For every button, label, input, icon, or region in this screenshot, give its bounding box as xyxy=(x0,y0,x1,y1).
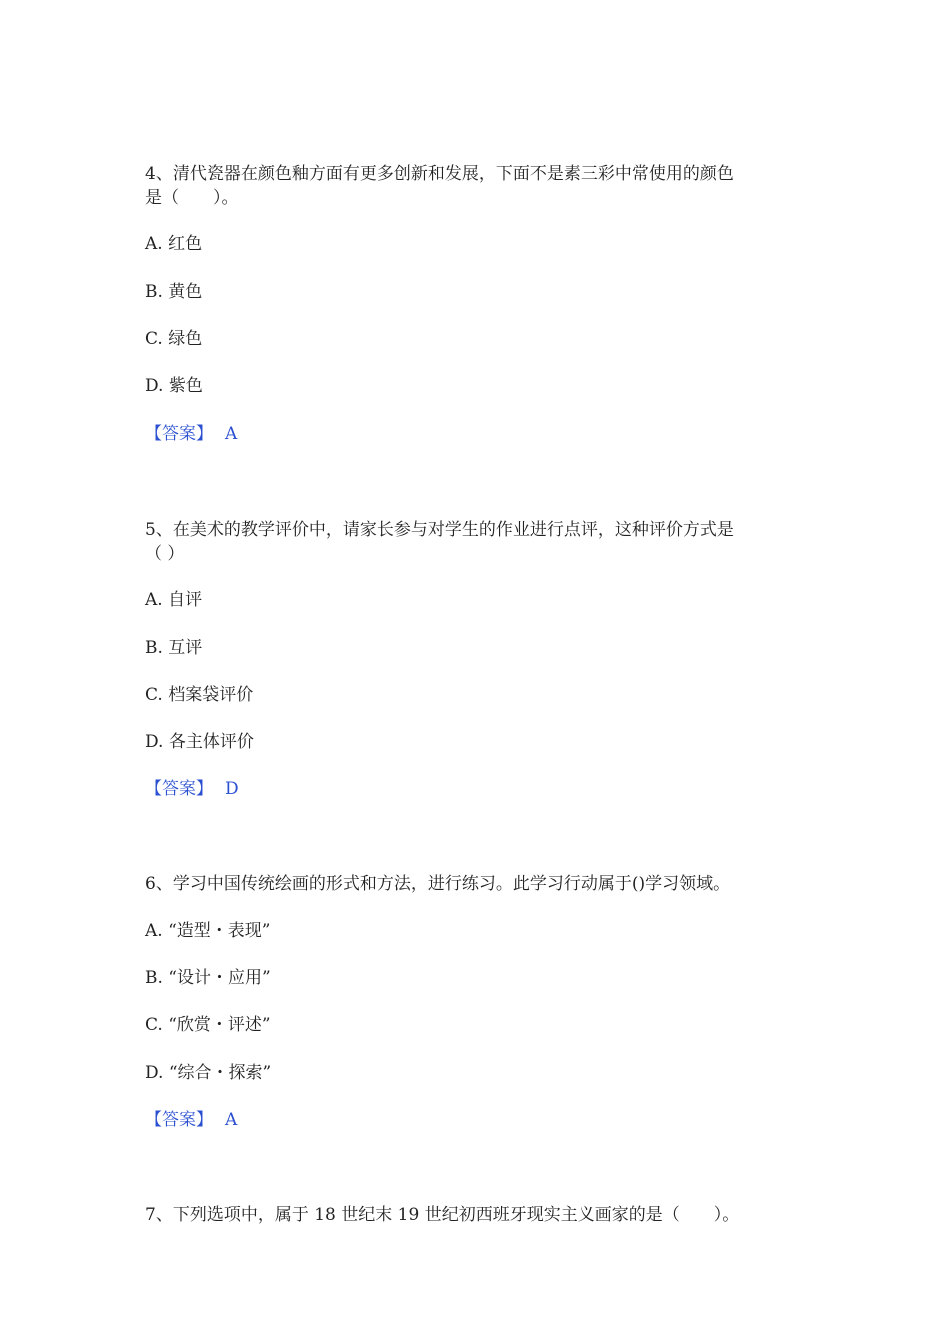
question-6-option-b: B. “设计・应用” xyxy=(145,968,271,988)
question-5-option-a: A. 自评 xyxy=(145,590,203,610)
answer-label: 【答案】 xyxy=(145,424,213,444)
question-5-stem-line-2: （ ） xyxy=(145,544,185,564)
question-4-stem-line-1: 4、清代瓷器在颜色釉方面有更多创新和发展，下面不是素三彩中常使用的颜色 xyxy=(145,164,734,184)
question-4-answer xyxy=(145,422,237,446)
answer-label: 【答案】 xyxy=(145,779,213,799)
question-4-stem-line-2: 是（ ）。 xyxy=(145,188,239,208)
answer-label: 【答案】 xyxy=(145,1110,213,1130)
question-7-stem-line-1: 7、下列选项中，属于 18 世纪末 19 世纪初西班牙现实主义画家的是（ ）。 xyxy=(145,1205,740,1225)
question-5-option-b: B. 互评 xyxy=(145,638,203,658)
question-4-option-c: C. 绿色 xyxy=(145,329,203,349)
question-6-answer xyxy=(145,1108,237,1132)
question-4-option-a: A. 红色 xyxy=(145,234,203,254)
question-6-option-d: D. “综合・探索” xyxy=(145,1063,272,1083)
question-6-option-c: C. “欣赏・评述” xyxy=(145,1015,271,1035)
question-6-stem-line-1: 6、学习中国传统绘画的形式和方法，进行练习。此学习行动属于()学习领域。 xyxy=(145,874,731,894)
question-6-option-a: A. “造型・表现” xyxy=(145,921,271,941)
question-4-option-d: D. 紫色 xyxy=(145,376,203,396)
question-5-option-c: C. 档案袋评价 xyxy=(145,685,254,705)
answer-value: A xyxy=(225,424,238,444)
question-5-answer xyxy=(145,777,239,801)
question-4-option-b: B. 黄色 xyxy=(145,282,203,302)
answer-value: D xyxy=(225,779,239,799)
question-5-stem-line-1: 5、在美术的教学评价中，请家长参与对学生的作业进行点评，这种评价方式是 xyxy=(145,520,734,540)
question-5-option-d: D. 各主体评价 xyxy=(145,732,254,752)
answer-value: A xyxy=(225,1110,238,1130)
